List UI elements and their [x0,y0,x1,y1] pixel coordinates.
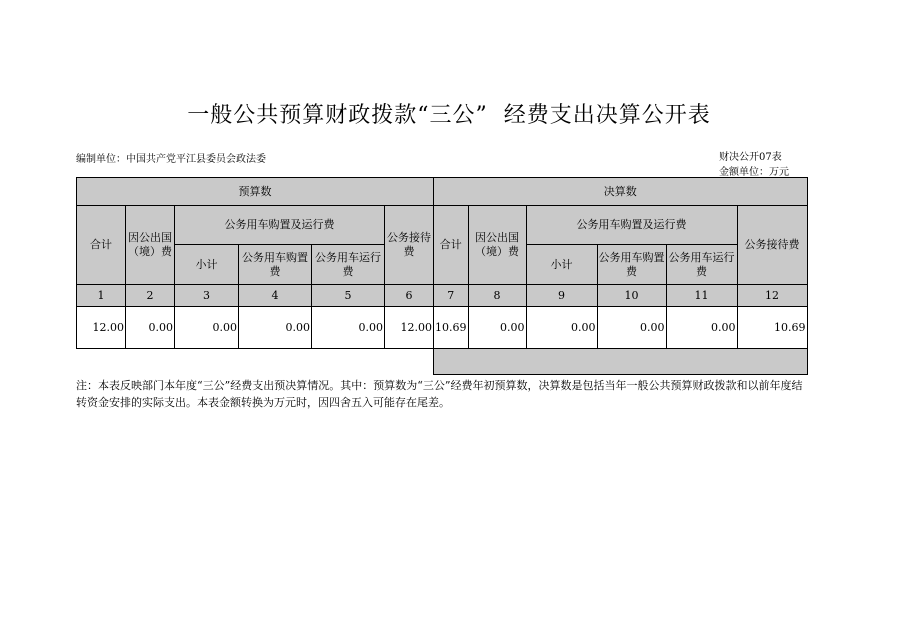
three-public-expenses-table [76,177,808,375]
col-number: 9 [526,285,597,307]
final-subtotal-header: 小计 [526,245,597,285]
final-purchase-value: 0.00 [597,307,666,349]
budget-subtotal-header: 小计 [175,245,239,285]
budget-purchase-value: 0.00 [239,307,312,349]
footnote: 注：本表反映部门本年度“三公”经费支出预决算情况。其中：预算数为“三公”经费年初预算数，决算数是包括当年一般公共预算财政拨款和以前年度结转资金安排的实际支出。本表金额转换为万元时，因四舍五入可能存在尾差。 [76,379,803,409]
col-number: 6 [385,285,434,307]
final-vehicle-header: 公务用车购置及运行费 [526,206,737,245]
final-reception-header: 公务接待费 [737,206,807,285]
page-title: 一般公共预算财政拨款“三公” 经费支出决算公开表 [187,103,711,128]
col-number: 4 [239,285,312,307]
budget-operation-header: 公务用车运行费 [312,245,385,285]
blank-area [77,349,434,375]
col-number: 10 [597,285,666,307]
final-abroad-header: 因公出国（境）费 [468,206,526,285]
budget-abroad-header: 因公出国（境）费 [126,206,175,285]
final-subtotal-value: 0.00 [526,307,597,349]
budget-total-value: 12.00 [77,307,126,349]
compiling-unit: 编制单位：中国共产党平江县委员会政法委 [76,154,266,165]
col-number: 1 [77,285,126,307]
form-code: 财决公开07表 [719,152,782,163]
shaded-row [434,349,808,375]
budget-operation-value: 0.00 [312,307,385,349]
final-total-header: 合计 [434,206,469,285]
budget-vehicle-header: 公务用车购置及运行费 [175,206,385,245]
budget-reception-header: 公务接待费 [385,206,434,285]
budget-purchase-header: 公务用车购置费 [239,245,312,285]
final-header: 决算数 [434,178,808,206]
final-purchase-header: 公务用车购置费 [597,245,666,285]
col-number: 7 [434,285,469,307]
budget-header: 预算数 [77,178,434,206]
col-number: 8 [468,285,526,307]
col-number: 3 [175,285,239,307]
col-number: 11 [666,285,737,307]
final-operation-header: 公务用车运行费 [666,245,737,285]
final-total-value: 10.69 [434,307,469,349]
col-number: 5 [312,285,385,307]
budget-abroad-value: 0.00 [126,307,175,349]
col-number: 2 [126,285,175,307]
col-number: 12 [737,285,807,307]
final-abroad-value: 0.00 [468,307,526,349]
final-reception-value: 10.69 [737,307,807,349]
budget-reception-value: 12.00 [385,307,434,349]
final-operation-value: 0.00 [666,307,737,349]
budget-total-header: 合计 [77,206,126,285]
amount-unit: 金额单位：万元 [719,167,789,178]
budget-subtotal-value: 0.00 [175,307,239,349]
